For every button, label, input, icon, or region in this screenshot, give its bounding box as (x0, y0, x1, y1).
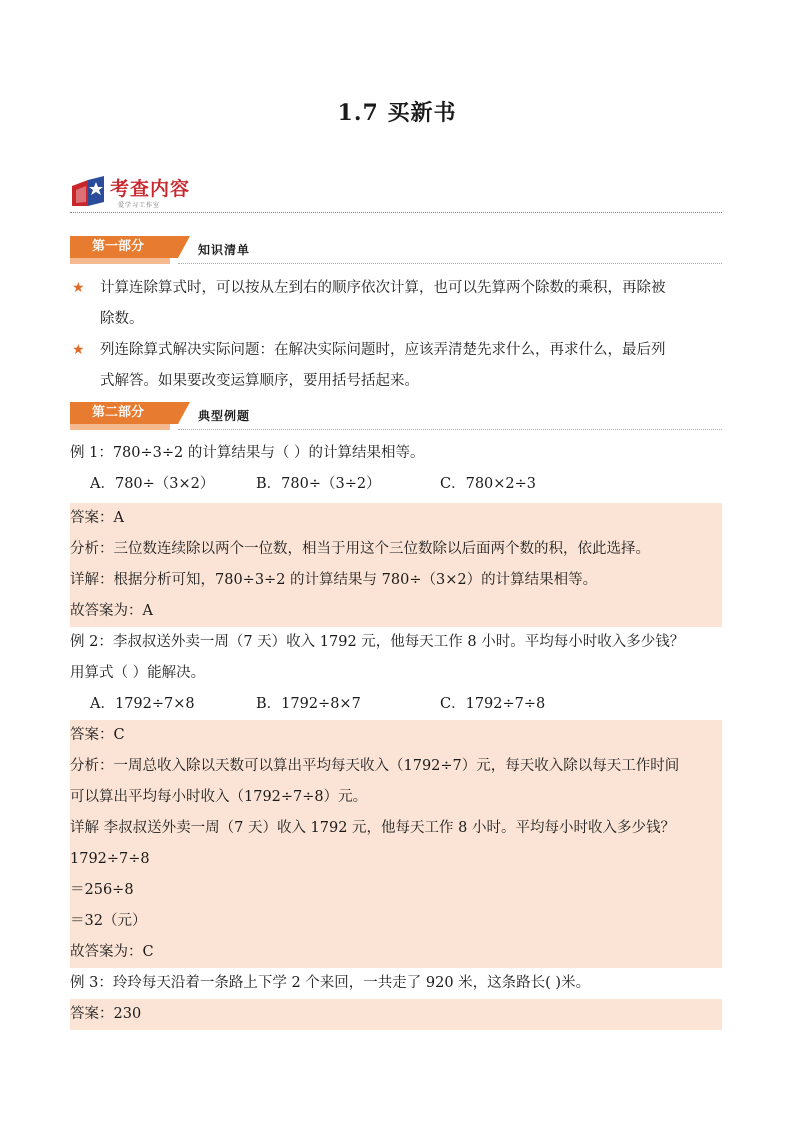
brand-title: 考查内容 (110, 178, 191, 200)
option-a: A．1792÷7×8 (90, 696, 195, 712)
example-question: 用算式（ ）能解决。 (70, 665, 206, 681)
detail-line: 详解：根据分析可知，780÷3÷2 的计算结果与 780÷（3×2）的计算结果相等。 (70, 565, 722, 596)
brand-header (70, 172, 370, 212)
star-icon: ★ (72, 280, 85, 296)
page-title: 1.7 买新书 (337, 100, 457, 126)
knowledge-text: 除数。 (100, 311, 144, 327)
example-question: 例 1：780÷3÷2 的计算结果与（ ）的计算结果相等。 (70, 445, 425, 461)
example-options (70, 469, 722, 500)
star-icon: ★ (72, 342, 85, 358)
section-label: 知识清单 (198, 243, 251, 257)
knowledge-text: 式解答。如果要改变运算顺序，要用括号括起来。 (100, 373, 419, 389)
detail-line: 详解 李叔叔送外卖一周（7 天）收入 1792 元，他每天工作 8 小时。平均每小时收入多少钱？ (70, 813, 722, 844)
section-tab: 第二部分 (70, 402, 178, 424)
book-logo-icon (70, 172, 108, 210)
answer-line: 答案：A (70, 503, 722, 534)
divider (70, 212, 722, 213)
option-c: C．780×2÷3 (440, 476, 537, 492)
knowledge-text: 列连除算式解决实际问题：在解决实际问题时，应该弄清楚先求什么，再求什么，最后列 (100, 342, 666, 358)
analysis-line: 分析：三位数连续除以两个一位数，相当于用这个三位数除以后面两个数的积，依此选择。 (70, 534, 722, 565)
calc-step: ＝32（元） (70, 906, 722, 937)
option-a: A．780÷（3×2） (90, 476, 215, 492)
calc-step: 1792÷7÷8 (70, 844, 722, 875)
brand-subtitle: 爱学习工作室 (118, 202, 161, 209)
conclusion-line: 故答案为：A (70, 596, 722, 627)
answer-line: 答案：230 (70, 999, 722, 1030)
section-header-1 (70, 236, 722, 266)
knowledge-text: 计算连除算式时，可以按从左到右的顺序依次计算，也可以先算两个除数的乘积，再除被 (100, 280, 666, 296)
option-c: C．1792÷7÷8 (440, 696, 546, 712)
conclusion-line: 故答案为：C (70, 937, 722, 968)
section-header-2 (70, 402, 722, 432)
answer-line: 答案：C (70, 720, 722, 751)
option-b: B．1792÷8×7 (256, 696, 361, 712)
example-question: 例 3：玲玲每天沿着一条路上下学 2 个来回，一共走了 920 米，这条路长( )米。 (70, 975, 591, 991)
analysis-line: 可以算出平均每小时收入（1792÷7÷8）元。 (70, 782, 722, 813)
example-question: 例 2：李叔叔送外卖一周（7 天）收入 1792 元，他每天工作 8 小时。平均每小时收入多少钱？ (70, 634, 685, 650)
calc-step: ＝256÷8 (70, 875, 722, 906)
option-b: B．780÷（3÷2） (256, 476, 381, 492)
section-label: 典型例题 (198, 409, 251, 423)
section-tab: 第一部分 (70, 236, 178, 258)
example-options (70, 689, 722, 720)
analysis-line: 分析：一周总收入除以天数可以算出平均每天收入（1792÷7）元，每天收入除以每天工作时间 (70, 751, 722, 782)
